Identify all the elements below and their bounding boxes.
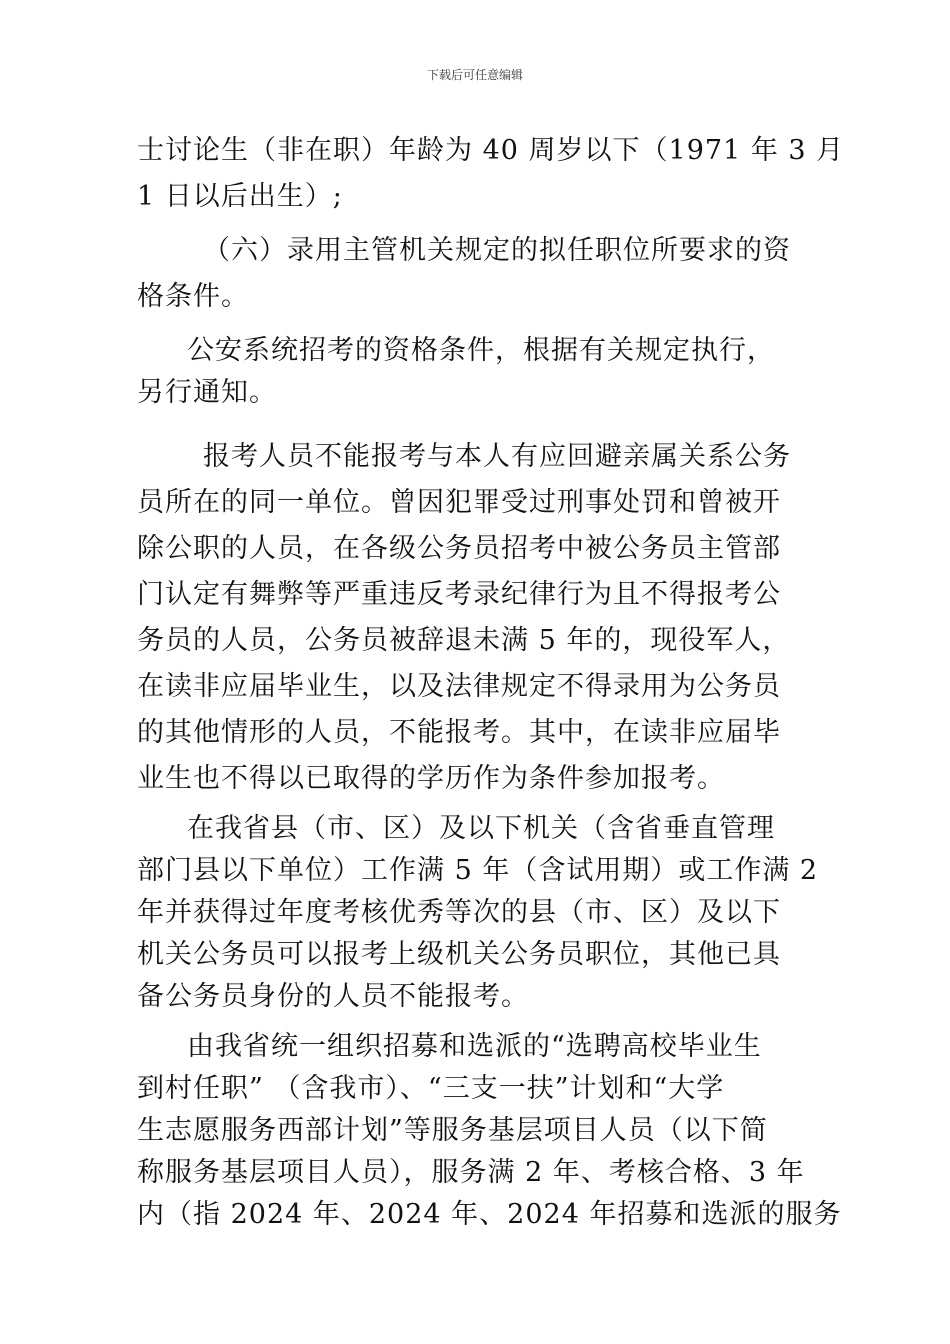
text-line: 由我省统一组织招募和选派的“选聘高校毕业生	[187, 1031, 762, 1062]
text-line: 年并获得过年度考核优秀等次的县（市、区）及以下	[137, 897, 781, 928]
text-line: 到村任职” （含我市）、“三支一扶”计划和“大学	[137, 1073, 725, 1104]
text-line: 在我省县（市、区）及以下机关（含省垂直管理	[187, 813, 775, 844]
text-line: 员所在的同一单位。曾因犯罪受过刑事处罚和曾被开	[137, 487, 781, 518]
text-line: 的其他情形的人员，不能报考。其中，在读非应届毕	[137, 717, 781, 748]
paragraph-public-security	[137, 330, 817, 414]
text-line: （六）录用主管机关规定的拟任职位所要求的资	[203, 235, 791, 266]
text-line: 内（指 2024 年、2024 年、2024 年招募和选派的服务	[137, 1199, 842, 1230]
document-body	[137, 128, 845, 1236]
text-line: 务员的人员，公务员被辞退未满 5 年的，现役军人，	[137, 625, 791, 656]
text-line: 业生也不得以已取得的学历作为条件参加报考。	[137, 763, 725, 794]
text-line: 报考人员不能报考与本人有应回避亲属关系公务	[203, 441, 791, 472]
paragraph-age-requirement	[137, 128, 845, 220]
text-line: 1 日以后出生）;	[137, 181, 343, 212]
text-line: 士讨论生（非在职）年龄为 40 周岁以下（1971 年 3 月	[137, 135, 845, 166]
paragraph-restrictions	[137, 434, 817, 802]
text-line: 生志愿服务西部计划”等服务基层项目人员（以下简	[137, 1115, 768, 1146]
text-line: 除公职的人员，在各级公务员招考中被公务员主管部	[137, 533, 781, 564]
page-header-note: 下载后可任意编辑	[426, 68, 523, 82]
text-line: 机关公务员可以报考上级机关公务员职位，其他已具	[137, 939, 781, 970]
text-line: 门认定有舞弊等严重违反考录纪律行为且不得报考公	[137, 579, 781, 610]
paragraph-county-level	[137, 808, 817, 1018]
paragraph-grassroots-service	[137, 1026, 842, 1236]
text-line: 格条件。	[137, 281, 249, 312]
text-line: 公安系统招考的资格条件，根据有关规定执行，	[187, 335, 775, 366]
text-line: 称服务基层项目人员），服务满 2 年、考核合格、3 年	[137, 1157, 805, 1188]
text-line: 部门县以下单位）工作满 5 年（含试用期）或工作满 2	[137, 855, 819, 886]
text-line: 备公务员身份的人员不能报考。	[137, 981, 529, 1012]
text-line: 另行通知。	[137, 377, 277, 408]
text-line: 在读非应届毕业生，以及法律规定不得录用为公务员	[137, 671, 781, 702]
paragraph-item-six	[137, 228, 817, 320]
